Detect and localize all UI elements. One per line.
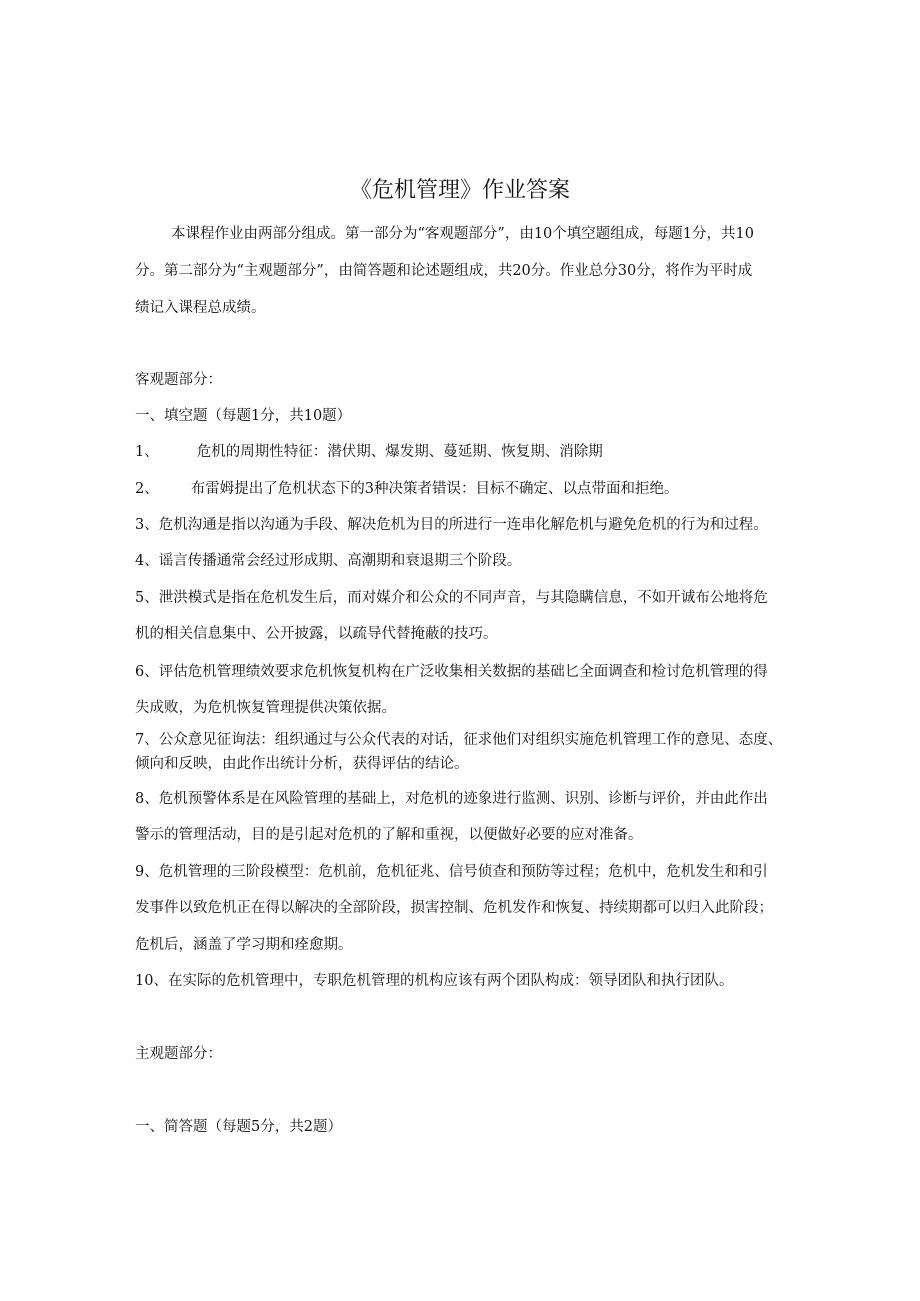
answer-item-1: 1、 危机的周期性特征：潜伏期、爆发期、蔓延期、恢复期、消除期	[135, 444, 603, 460]
answer-item-9-line-3: 危机后，涵盖了学习期和痊愈期。	[135, 937, 353, 953]
answer-item-7-line-1: 7、公众意见征询法：组织通过与公众代表的对话，征求他们对组织实施危机管理工作的意见、态度、	[135, 732, 783, 748]
answer-item-10: 10、在实际的危机管理中，专职危机管理的机构应该有两个团队构成：领导团队和执行团队。	[135, 973, 734, 989]
intro-line-2: 分。第二部分为“主观题部分”，由简答题和论述题组成，共20分。作业总分30分，将作为平时成	[135, 263, 753, 279]
answer-item-7-line-2: 倾向和反映，由此作出统计分析，获得评估的结论。	[135, 756, 469, 772]
fill-blank-heading: 一、填空题（每题1分，共10题）	[135, 408, 352, 424]
answer-item-5-line-1: 5、泄洪模式是指在危机发生后，而对媒介和公众的不同声音，与其隐瞒信息，不如开诚布公地将危	[135, 590, 768, 606]
answer-item-2: 2、 布雷姆提出了危机状态下的3种决策者错误：目标不确定、以点带面和拒绝。	[135, 481, 679, 497]
answer-item-9-line-1: 9、危机管理的三阶段模型：危机前，危机征兆、信号侦查和预防等过程；危机中，危机发生和和引	[135, 864, 768, 880]
answer-item-3: 3、危机沟通是指以沟通为手段、解决危机为目的所进行一连串化解危机与避免危机的行为和过程。	[135, 517, 768, 533]
answer-item-6-line-1: 6、评估危机管理绩效要求危机恢复机构在广泛收集相关数据的基础匕全面调查和检讨危机管理的得	[135, 664, 768, 680]
short-answer-heading: 一、简答题（每题5分，共2题）	[135, 1119, 342, 1135]
answer-item-9-line-2: 发事件以致危机正在得以解决的全部阶段，损害控制、危机发作和恢复、持续期都可以归入此阶段；	[135, 900, 773, 916]
answer-item-8-line-1: 8、危机预警体系是在风险管理的基础上，对危机的迹象进行监测、识别、诊断与评价，并由此作出	[135, 791, 768, 807]
objective-section-heading: 客观题部分：	[135, 372, 222, 388]
answer-item-4: 4、谣言传播通常会经过形成期、高潮期和衰退期三个阶段。	[135, 553, 522, 569]
answer-item-5-line-2: 机的相关信息集中、公开披露，以疏导代替掩蔽的技巧。	[135, 626, 498, 642]
answer-item-8-line-2: 警示的管理活动，目的是引起对危机的了解和重视，以便做好必要的应对准备。	[135, 827, 643, 843]
answer-item-6-line-2: 失成败，为危机恢复管理提供决策依据。	[135, 700, 396, 716]
subjective-section-heading: 主观题部分：	[135, 1046, 222, 1062]
page-title: 《危机管理》作业答案	[349, 178, 570, 203]
intro-line-3: 绩记入课程总成绩。	[135, 300, 266, 316]
intro-line-1: 本课程作业由两部分组成。第一部分为“客观题部分”，由10个填空题组成，每题1分，共10	[171, 226, 754, 242]
